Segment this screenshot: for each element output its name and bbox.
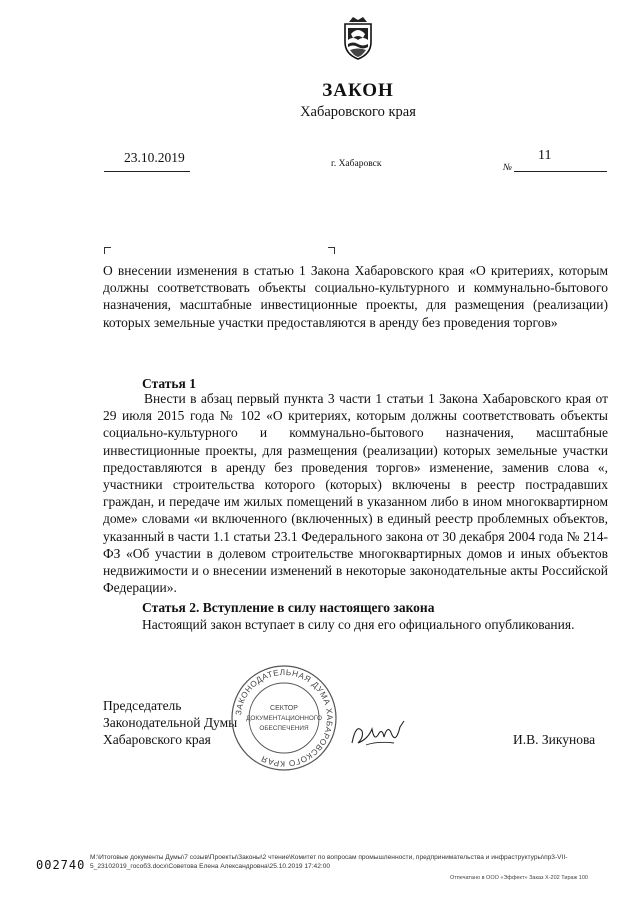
law-title: ЗАКОН bbox=[322, 80, 394, 101]
footer-print-info: Отпечатано в ООО «Эффект» Заказ Х-202 Тираж 100 bbox=[450, 875, 588, 881]
signer-title-line3: Хабаровского края bbox=[103, 732, 211, 748]
law-region: Хабаровского края bbox=[300, 104, 416, 120]
number-underline bbox=[514, 171, 607, 172]
article-1-body: Внести в абзац первый пункта 3 части 1 статьи 1 Закона Хабаровского края от 29 июля 2015 года № 102 «О критериях, которым должны соответствовать объекты социально-культурного и коммунально-бытового назначения, масштабные инвестиционные проекты, для размещения (реализации) которых земельные участки предоставляются в аренду без проведения торгов» изменение, заменив слова «, участники строительства которого (которых) включены в реестр пострадавших граждан, и передаче им жилых помещений в указанном либо в ином многоквартирном доме» словами «и включенного (включенных) в единый реестр проблемных объектов, указанный в части 1.1 статьи 23.1 Федерального закона от 30 декабря 2004 года № 214-ФЗ «Об участии в долевом строительстве многоквартирных домов и иных объектов недвижимости и о внесении изменений в некоторые законодательные акты Российской Федерации». bbox=[103, 391, 608, 596]
law-subject: О внесении изменения в статью 1 Закона Хабаровского края «О критериях, которым должны соответствовать объекты социально-культурного и коммунально-бытового назначения, масштабные инвестиционные проекты, для размещения (реализации) которых земельные участки предоставляются в аренду без проведения торгов» bbox=[103, 263, 608, 330]
stamp-line3: ОБЕСПЕЧЕНИЯ bbox=[259, 725, 309, 732]
stamp-line1: СЕКТОР bbox=[270, 705, 298, 712]
date-underline bbox=[104, 171, 190, 172]
number-sign: № bbox=[503, 163, 512, 173]
signer-title-line1: Председатель bbox=[103, 698, 182, 713]
coat-of-arms-icon bbox=[339, 14, 377, 60]
registration-number: 002740 bbox=[36, 858, 86, 872]
article-2-body: Настоящий закон вступает в силу со дня его официального опубликования. bbox=[142, 617, 575, 632]
subject-corner-left bbox=[104, 247, 111, 254]
law-number: 11 bbox=[538, 148, 552, 163]
article-2-heading: Статья 2. Вступление в силу настоящего закона bbox=[142, 600, 435, 615]
signer-title bbox=[103, 697, 237, 749]
footer-file-path: M:\Итоговые документы Думы\7 созыв\Проекты\Законы\2 чтение\Комитет по вопросам промышленности, предпринимательства и инфраструктуры\пр3-VII-5_23102019_гособ3.docx\Советова Елена Александровна\25.10.2019 17:42:00 bbox=[90, 854, 568, 870]
handwritten-signature bbox=[348, 713, 408, 751]
law-date: 23.10.2019 bbox=[124, 150, 185, 165]
subject-corner-right bbox=[328, 247, 335, 254]
official-stamp bbox=[230, 664, 338, 772]
article-1-heading: Статья 1 bbox=[142, 376, 196, 391]
signer-title-line2: Законодательной Думы bbox=[103, 715, 238, 731]
stamp-line2: ДОКУМЕНТАЦИОННОГО bbox=[246, 715, 322, 722]
stamp-ring-text: ЗАКОНОДАТЕЛЬНАЯ ДУМА ХАБАРОВСКОГО КРАЯ bbox=[234, 667, 335, 769]
signer-name: И.В. Зикунова bbox=[513, 732, 596, 747]
law-city: г. Хабаровск bbox=[331, 159, 382, 169]
